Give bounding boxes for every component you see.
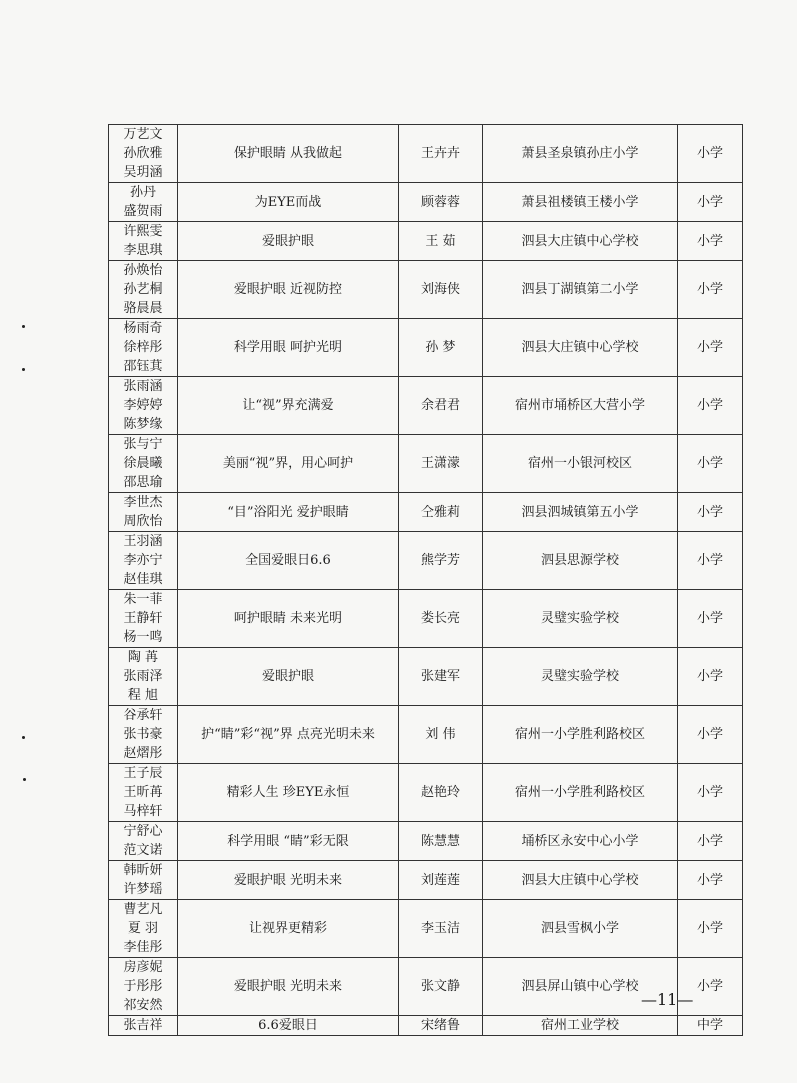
names-cell: 谷承轩 张书豪 赵熠彤 (109, 706, 178, 764)
school-cell: 泗县雪枫小学 (483, 900, 678, 958)
level-cell: 小学 (678, 261, 743, 319)
table-row (109, 319, 743, 377)
title-cell: 爱眼护眼 (178, 648, 399, 706)
names-cell: 孙丹 盛贺雨 (109, 183, 178, 222)
names-cell: 张与宁 徐晨曦 邵思瑜 (109, 435, 178, 493)
school-cell: 宿州工业学校 (483, 1016, 678, 1036)
names-cell: 房彦妮 于彤彤 祁安然 (109, 958, 178, 1016)
title-cell: 让视界更精彩 (178, 900, 399, 958)
level-cell: 小学 (678, 706, 743, 764)
scan-speck (22, 736, 25, 739)
teacher-cell: 刘莲莲 (399, 861, 483, 900)
teacher-cell: 李玉洁 (399, 900, 483, 958)
names-cell: 宁舒心 范文诺 (109, 822, 178, 861)
title-cell: “目”浴阳光 爱护眼睛 (178, 493, 399, 532)
level-cell: 小学 (678, 590, 743, 648)
level-cell: 小学 (678, 183, 743, 222)
table-row (109, 377, 743, 435)
names-cell: 杨雨奇 徐梓彤 邵钰萁 (109, 319, 178, 377)
title-cell: 爱眼护眼 (178, 222, 399, 261)
scan-speck (23, 778, 26, 781)
table-row (109, 493, 743, 532)
names-cell: 李世杰 周欣怡 (109, 493, 178, 532)
table-row (109, 125, 743, 183)
title-cell: 呵护眼睛 未来光明 (178, 590, 399, 648)
school-cell: 泗县泗城镇第五小学 (483, 493, 678, 532)
level-cell: 小学 (678, 377, 743, 435)
table-row (109, 648, 743, 706)
teacher-cell: 顾蓉蓉 (399, 183, 483, 222)
table-row (109, 532, 743, 590)
names-cell: 孙焕怡 孙艺桐 骆晨晨 (109, 261, 178, 319)
level-cell: 小学 (678, 319, 743, 377)
school-cell: 灵璧实验学校 (483, 648, 678, 706)
level-cell: 小学 (678, 493, 743, 532)
school-cell: 泗县屏山镇中心学校 (483, 958, 678, 1016)
teacher-cell: 宋绪鲁 (399, 1016, 483, 1036)
teacher-cell: 王卉卉 (399, 125, 483, 183)
teacher-cell: 仝雅莉 (399, 493, 483, 532)
scan-speck (22, 368, 25, 371)
level-cell: 小学 (678, 125, 743, 183)
school-cell: 泗县大庄镇中心学校 (483, 222, 678, 261)
title-cell: 科学用眼 呵护光明 (178, 319, 399, 377)
teacher-cell: 刘海侠 (399, 261, 483, 319)
level-cell: 小学 (678, 822, 743, 861)
title-cell: 爱眼护眼 光明未来 (178, 861, 399, 900)
table-row (109, 222, 743, 261)
page-number: —11— (641, 990, 694, 1009)
teacher-cell: 张文静 (399, 958, 483, 1016)
awards-table (108, 124, 743, 1036)
teacher-cell: 刘 伟 (399, 706, 483, 764)
table-row (109, 435, 743, 493)
school-cell: 灵璧实验学校 (483, 590, 678, 648)
names-cell: 万艺文 孙欣雅 吴玥涵 (109, 125, 178, 183)
names-cell: 张吉祥 (109, 1016, 178, 1036)
table-row (109, 706, 743, 764)
title-cell: 保护眼睛 从我做起 (178, 125, 399, 183)
school-cell: 萧县祖楼镇王楼小学 (483, 183, 678, 222)
school-cell: 泗县大庄镇中心学校 (483, 861, 678, 900)
names-cell: 曹艺凡 夏 羽 李佳彤 (109, 900, 178, 958)
table-row (109, 900, 743, 958)
teacher-cell: 王潇濛 (399, 435, 483, 493)
title-cell: 精彩人生 珍EYE永恒 (178, 764, 399, 822)
title-cell: 爱眼护眼 光明未来 (178, 958, 399, 1016)
names-cell: 朱一菲 王静轩 杨一鸣 (109, 590, 178, 648)
school-cell: 宿州一小银河校区 (483, 435, 678, 493)
teacher-cell: 余君君 (399, 377, 483, 435)
table-row (109, 183, 743, 222)
title-cell: 科学用眼 “睛”彩无限 (178, 822, 399, 861)
level-cell: 小学 (678, 861, 743, 900)
teacher-cell: 张建军 (399, 648, 483, 706)
teacher-cell: 赵艳玲 (399, 764, 483, 822)
school-cell: 泗县丁湖镇第二小学 (483, 261, 678, 319)
level-cell: 小学 (678, 900, 743, 958)
school-cell: 宿州市埇桥区大营小学 (483, 377, 678, 435)
school-cell: 泗县思源学校 (483, 532, 678, 590)
names-cell: 张雨涵 李婷婷 陈梦缘 (109, 377, 178, 435)
school-cell: 埇桥区永安中心小学 (483, 822, 678, 861)
teacher-cell: 孙 梦 (399, 319, 483, 377)
school-cell: 萧县圣泉镇孙庄小学 (483, 125, 678, 183)
table-row (109, 861, 743, 900)
names-cell: 王羽涵 李亦宁 赵佳琪 (109, 532, 178, 590)
level-cell: 小学 (678, 435, 743, 493)
names-cell: 陶 苒 张雨泽 程 旭 (109, 648, 178, 706)
school-cell: 宿州一小学胜利路校区 (483, 764, 678, 822)
title-cell: 全国爱眼日6.6 (178, 532, 399, 590)
names-cell: 韩昕妍 许梦瑶 (109, 861, 178, 900)
teacher-cell: 陈慧慧 (399, 822, 483, 861)
names-cell: 王子辰 王昕苒 马梓轩 (109, 764, 178, 822)
title-cell: 让“视”界充满爱 (178, 377, 399, 435)
school-cell: 泗县大庄镇中心学校 (483, 319, 678, 377)
level-cell: 小学 (678, 958, 743, 1016)
table-row (109, 261, 743, 319)
level-cell: 小学 (678, 764, 743, 822)
names-cell: 许熙雯 李思琪 (109, 222, 178, 261)
title-cell: 为EYE而战 (178, 183, 399, 222)
table-row (109, 764, 743, 822)
level-cell: 小学 (678, 648, 743, 706)
teacher-cell: 王 茹 (399, 222, 483, 261)
table-row (109, 590, 743, 648)
title-cell: 护“睛”彩“视”界 点亮光明未来 (178, 706, 399, 764)
school-cell: 宿州一小学胜利路校区 (483, 706, 678, 764)
table-row (109, 822, 743, 861)
title-cell: 美丽“视”界，用心呵护 (178, 435, 399, 493)
level-cell: 小学 (678, 532, 743, 590)
scan-speck (22, 325, 25, 328)
teacher-cell: 娄长亮 (399, 590, 483, 648)
level-cell: 中学 (678, 1016, 743, 1036)
teacher-cell: 熊学芳 (399, 532, 483, 590)
title-cell: 6.6爱眼日 (178, 1016, 399, 1036)
awards-table-body (109, 125, 743, 1036)
table-row (109, 1016, 743, 1036)
title-cell: 爱眼护眼 近视防控 (178, 261, 399, 319)
level-cell: 小学 (678, 222, 743, 261)
